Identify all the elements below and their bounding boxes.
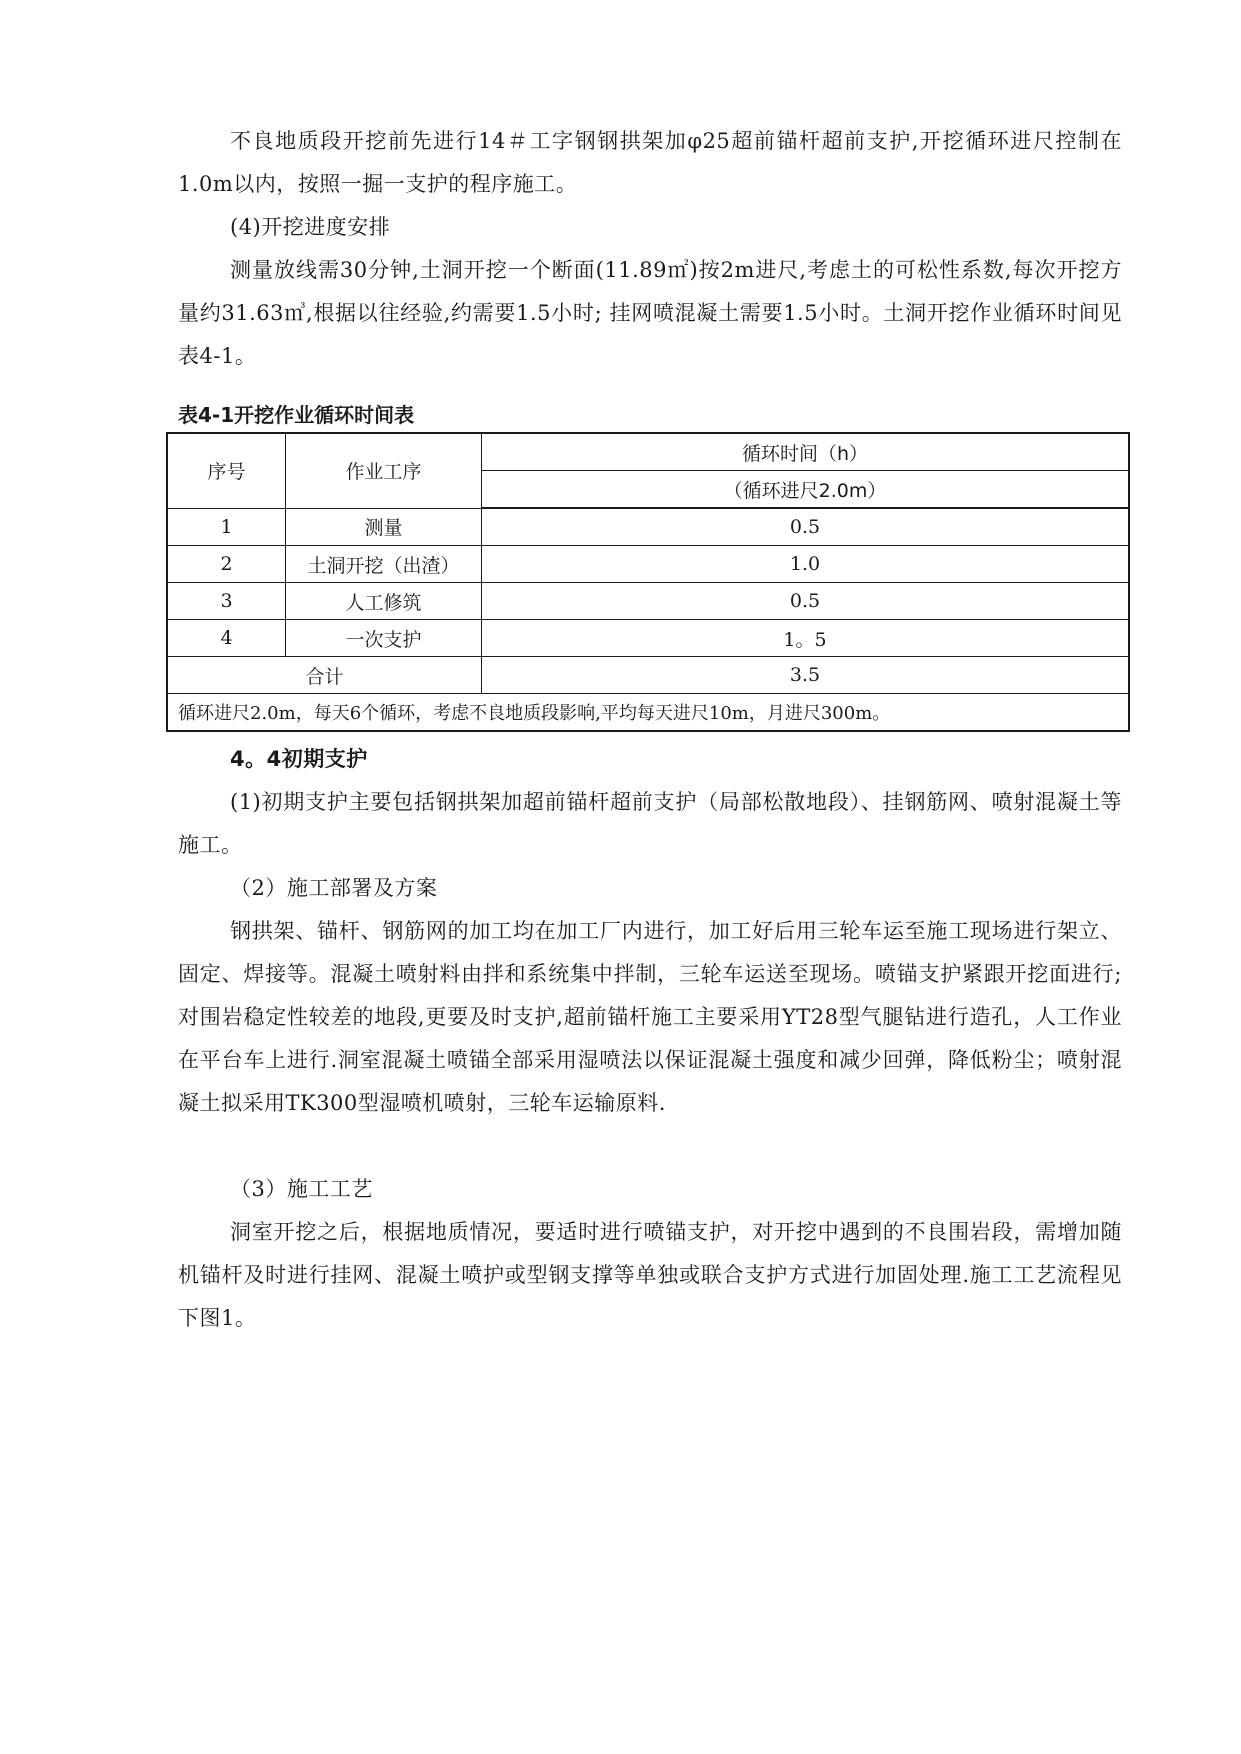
paragraph-advance-support: 不良地质段开挖前先进行14＃工字钢钢拱架加φ25超前锚杆超前支护,开挖循环进尺控制在1.0m以内，按照一掘一支护的程序施工。 bbox=[178, 129, 1122, 196]
cell-seq: 4 bbox=[167, 620, 286, 657]
cell-process: 人工修筑 bbox=[286, 583, 482, 620]
cell-total-label: 合计 bbox=[167, 657, 482, 694]
heading-deployment-plan: （2）施工部署及方案 bbox=[230, 876, 438, 900]
header-cycle-time: 循环时间（h） bbox=[482, 433, 1130, 471]
cell-note: 循环进尺2.0m，每天6个循环，考虑不良地质段影响,平均每天进尺10m，月进尺300m。 bbox=[167, 694, 1129, 732]
table-total-row bbox=[167, 657, 1129, 694]
cell-time: 0.5 bbox=[482, 583, 1130, 620]
table-row bbox=[167, 583, 1129, 620]
table-row bbox=[167, 546, 1129, 583]
header-process: 作业工序 bbox=[286, 433, 482, 508]
table-caption: 表4-1开挖作业循环时间表 bbox=[178, 403, 415, 427]
cell-seq: 2 bbox=[167, 546, 286, 583]
heading-excavation-schedule: (4)开挖进度安排 bbox=[230, 215, 391, 239]
paragraph-deployment-plan: 钢拱架、锚杆、钢筋网的加工均在加工厂内进行，加工好后用三轮车运至施工现场进行架立、固定、焊接等。混凝土喷射料由拌和系统集中拌制，三轮车运送至现场。喷锚支护紧跟开挖面进行;对围岩稳定性较差的地段,更要及时支护,超前锚杆施工主要采用YT28型气腿钻进行造孔，人工作业在平台车上进行.洞室混凝土喷锚全部采用湿喷法以保证混凝土强度和减少回弹，降低粉尘；喷射混凝土拟采用TK300型湿喷机喷射，三轮车运输原料. bbox=[178, 919, 1122, 1115]
table-header-row bbox=[167, 433, 1129, 471]
cell-process: 测量 bbox=[286, 508, 482, 546]
cell-process: 土洞开挖（出渣） bbox=[286, 546, 482, 583]
cell-process: 一次支护 bbox=[286, 620, 482, 657]
cell-time: 1.0 bbox=[482, 546, 1130, 583]
table-note-row bbox=[167, 694, 1129, 732]
cell-total-time: 3.5 bbox=[482, 657, 1130, 694]
section-title-initial-support: 4。4初期支护 bbox=[230, 747, 368, 771]
table-row bbox=[167, 508, 1129, 546]
cell-seq: 1 bbox=[167, 508, 286, 546]
heading-construction-process: （3）施工工艺 bbox=[230, 1177, 373, 1201]
paragraph-excavation-schedule: 测量放线需30分钟,土洞开挖一个断面(11.89㎡)按2m进尺,考虑土的可松性系数,每次开挖方量约31.63㎥,根据以往经验,约需要1.5小时; 挂网喷混凝土需要1.5小时。土洞开挖作业循环时间见表4-1。 bbox=[178, 258, 1122, 368]
header-cycle-advance: （循环进尺2.0m） bbox=[482, 471, 1130, 509]
paragraph-initial-support: (1)初期支护主要包括钢拱架加超前锚杆超前支护（局部松散地段）、挂钢筋网、喷射混凝土等施工。 bbox=[178, 790, 1122, 857]
cell-seq: 3 bbox=[167, 583, 286, 620]
table-row bbox=[167, 620, 1129, 657]
cell-time: 1。5 bbox=[482, 620, 1130, 657]
cycle-time-table bbox=[166, 432, 1130, 732]
cell-time: 0.5 bbox=[482, 508, 1130, 546]
header-seq: 序号 bbox=[167, 433, 286, 508]
paragraph-construction-process: 洞室开挖之后，根据地质情况，要适时进行喷锚支护，对开挖中遇到的不良围岩段，需增加随机锚杆及时进行挂网、混凝土喷护或型钢支撑等单独或联合支护方式进行加固处理.施工工艺流程见下图1。 bbox=[178, 1220, 1122, 1330]
